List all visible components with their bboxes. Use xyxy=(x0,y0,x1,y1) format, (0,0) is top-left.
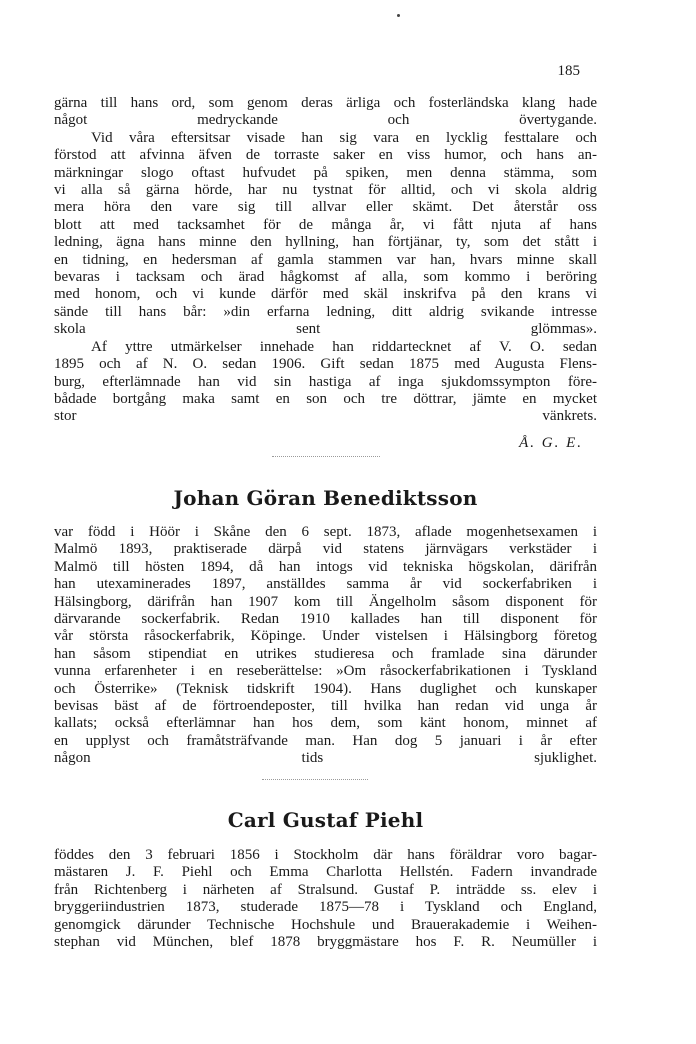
text-line: vi alla så gärna hörde, har nu tystnat för alltid, och vi skola aldrig xyxy=(54,182,597,199)
text-line: en tidning, en hedersman af gamla stammen var han, hvars minne skall xyxy=(54,251,597,268)
page-number: 185 xyxy=(557,63,580,79)
text-line: bryggeriindustrien 1873, studerade 1875—78 i Tyskland och England, xyxy=(54,899,597,916)
text-line: Malmö till hösten 1894, då han intogs vid tekniska högskolan, därifrån xyxy=(54,558,597,575)
text-line: stephan vid München, blef 1878 bryggmästare hos F. R. Neumüller i xyxy=(54,934,597,951)
section-divider xyxy=(272,456,380,457)
author-signature: Å. G. E. xyxy=(519,435,583,451)
text-line: blott att med tacksamhet för de många år, vi fått njuta af hans xyxy=(54,216,597,233)
text-line: Hälsingborg, därifrån han 1907 kom till Ängelholm såsom disponent för xyxy=(54,593,597,610)
intro-paragraph-1 xyxy=(54,95,597,130)
text-line: Vid våra eftersitsar visade han sig vara en lycklig festtalare och xyxy=(91,129,597,146)
piehl-text-block xyxy=(54,847,597,951)
text-line: mera höra den vare sig till allvar eller skämt. Det återstår oss xyxy=(54,199,597,216)
section-divider xyxy=(262,779,368,780)
intro-paragraph-2 xyxy=(54,130,597,339)
text-line: vår största råsockerfabrik, Köpinge. Under vistelsen i Hälsingborg företog xyxy=(54,628,597,645)
text-line: genomgick därunder Technische Hochshule und Brauerakademie i Weihen- xyxy=(54,916,597,933)
text-line: han utexaminerades 1897, anställdes samma år vid sockerfabriken i xyxy=(54,576,597,593)
piehl-paragraph xyxy=(54,847,597,951)
text-line: bevisas bäst af de förtroendeposter, till hvilka han redan vid unga år xyxy=(54,698,597,715)
text-line: mästaren J. F. Piehl och Emma Charlotta Hellstén. Fadern invandrade xyxy=(54,864,597,881)
section-heading-piehl: Carl Gustaf Piehl xyxy=(227,808,424,832)
text-line: en upplyst och framåtsträfvande man. Han dog 5 januari i år efter xyxy=(54,732,597,749)
intro-paragraph-3 xyxy=(54,339,597,426)
text-line: märkningar slogo oftast hufvudet på spiken, men denna stämma, som xyxy=(54,164,597,181)
text-line: med honom, och vi kunde därför med skäl inskrifva på den krans vi xyxy=(54,286,597,303)
text-line: sände till hans bår: »din erfarna ledning, ditt aldrig svikande intresse xyxy=(54,303,597,320)
text-line: från Richtenberg i närheten af Stralsund. Gustaf P. inträdde ss. elev i xyxy=(54,881,597,898)
benediktsson-text-block xyxy=(54,524,597,768)
text-line: bådade bortgång maka samt en son och tre döttrar, jämte en mycket xyxy=(54,390,597,407)
text-line: han såsom stipendiat en utrikes studieresa och framlade sina därunder xyxy=(54,645,597,662)
text-line: stor vänkrets. xyxy=(54,408,597,425)
benediktsson-paragraph xyxy=(54,524,597,768)
text-line: ledning, ägna hans minne den hyllning, han förtjänar, ty, som det stått i xyxy=(54,234,597,251)
text-line: 1895 och af N. O. sedan 1906. Gift sedan 1875 med Augusta Flens- xyxy=(54,356,597,373)
text-line: burg, efterlämnade han vid sin hastiga af inga sjukdomssympton före- xyxy=(54,373,597,390)
text-line: något medryckande och övertygande. xyxy=(54,112,597,129)
text-line: bevaras i tacksam och ärad hågkomst af alla, som kommo i beröring xyxy=(54,269,597,286)
text-line: kallats; också efterlämnar han hos dem, som känt honom, minnet af xyxy=(54,715,597,732)
print-speck xyxy=(397,14,400,17)
text-line: skola sent glömmas». xyxy=(54,321,597,338)
text-line: Af yttre utmärkelser innehade han riddartecknet af V. O. sedan xyxy=(91,338,597,355)
text-line: förstod att afvinna äfven de torraste saker en viss humor, och hans an- xyxy=(54,147,597,164)
text-line: någon tids sjuklighet. xyxy=(54,750,597,767)
text-line: var född i Höör i Skåne den 6 sept. 1873, aflade mogenhetsexamen i xyxy=(54,524,597,540)
text-line: och Österrike» (Teknisk tidskrift 1904). Hans duglighet och kunskaper xyxy=(54,680,597,697)
text-line: därvarande sockerfabrik. Redan 1910 kallades han till disponent för xyxy=(54,611,597,628)
section-heading-benediktsson: Johan Göran Benediktsson xyxy=(173,486,478,510)
text-line: gärna till hans ord, som genom deras ärliga och fosterländska klang hade xyxy=(54,95,597,111)
text-line: föddes den 3 februari 1856 i Stockholm där hans föräldrar voro bagar- xyxy=(54,847,597,863)
text-line: Malmö 1893, praktiserade därpå vid statens järnvägars verkstäder i xyxy=(54,541,597,558)
intro-text-block xyxy=(54,95,597,426)
text-line: vunna erfarenheter i en reseberättelse: »Om råsockerfabrikationen i Tyskland xyxy=(54,663,597,680)
